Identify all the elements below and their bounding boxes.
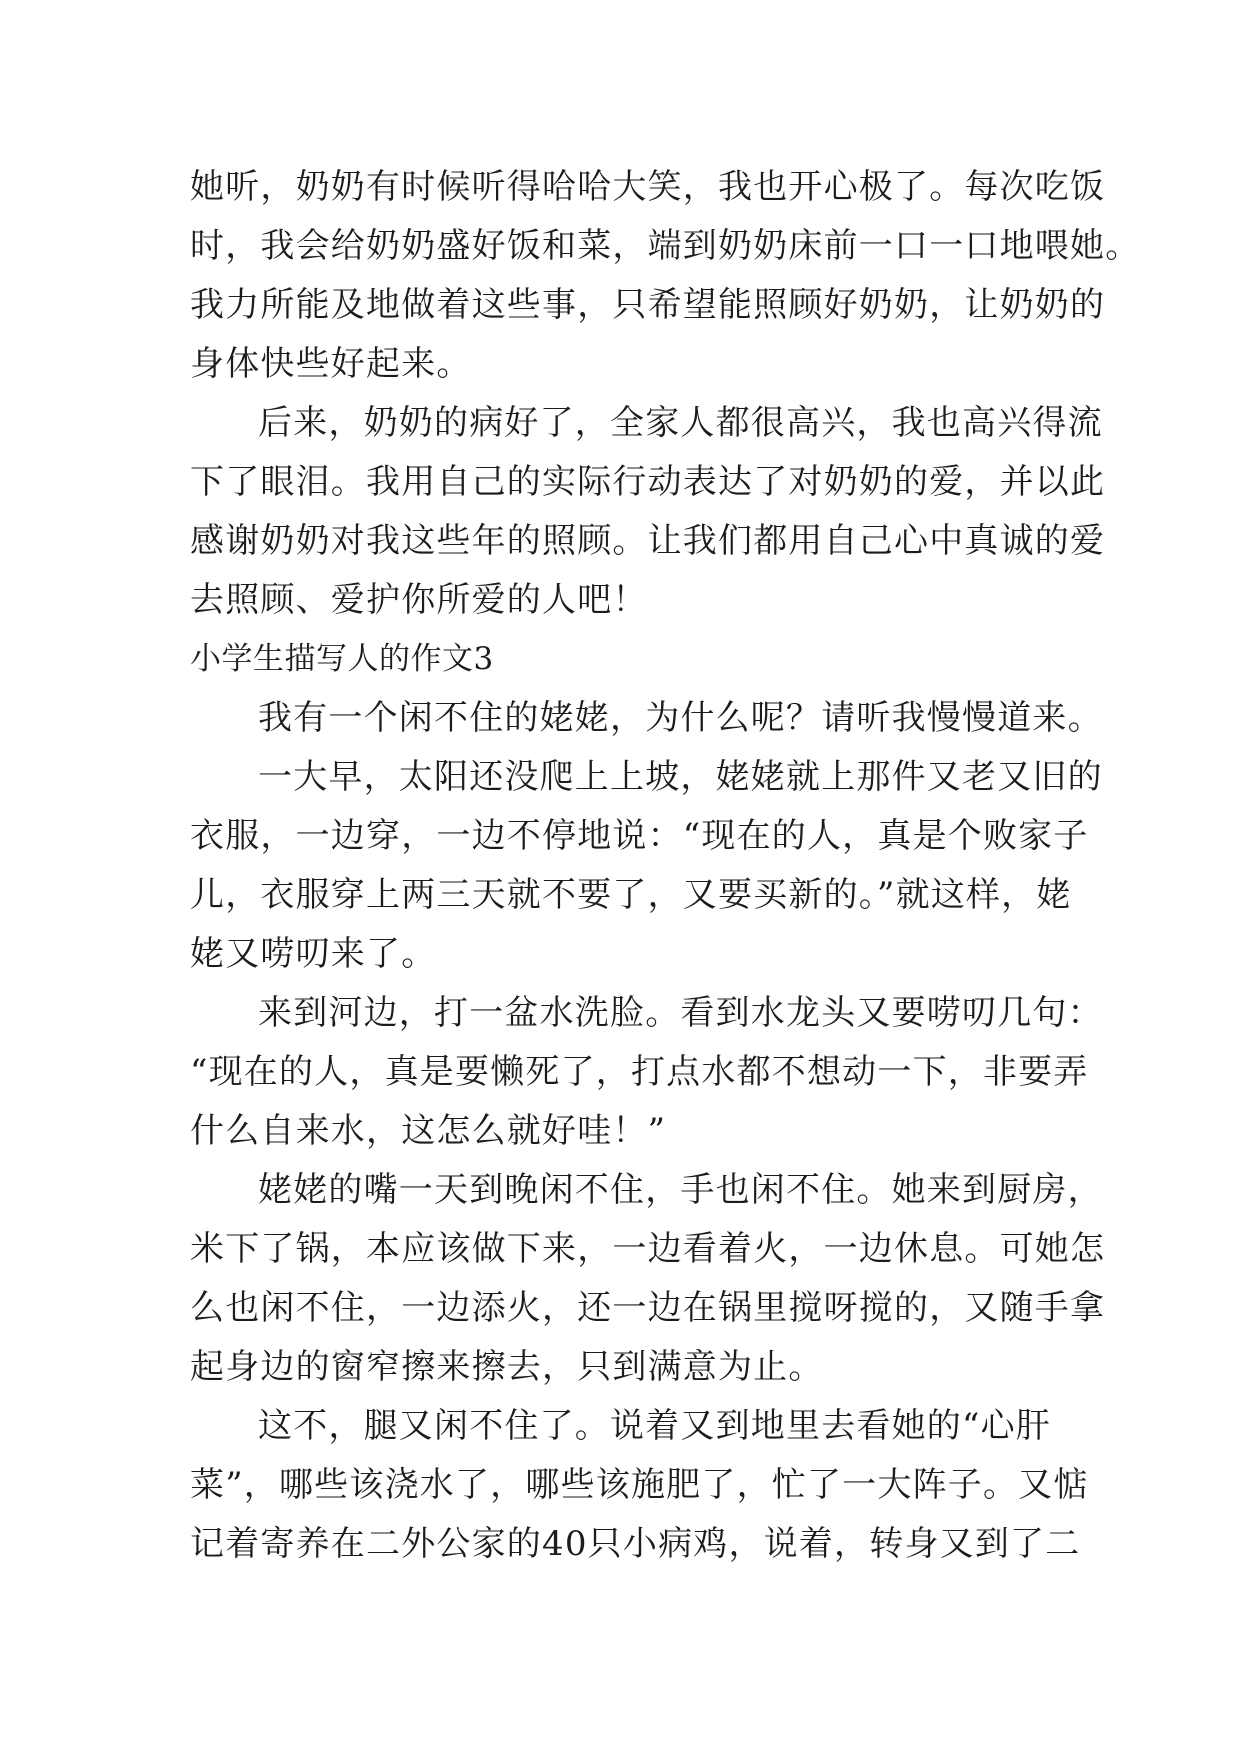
text-line: 一大早，太阳还没爬上上坡，姥姥就上那件又老又旧的 [258, 757, 1103, 797]
text-line: 去照顾、爱护你所爱的人吧！ [190, 580, 648, 620]
text-line: 她听，奶奶有时候听得哈哈大笑，我也开心极了。每次吃饭 [190, 167, 1106, 207]
text-line: 么也闲不住，一边添火，还一边在锅里搅呀搅的，又随手拿 [190, 1288, 1106, 1328]
text-line: 我有一个闲不住的姥姥，为什么呢？请听我慢慢道来。 [258, 698, 1103, 738]
text-line: 这不，腿又闲不住了。说着又到地里去看她的“心肝 [258, 1406, 1051, 1446]
text-line: 姥又唠叨来了。 [190, 934, 437, 974]
text-line: 什么自来水，这怎么就好哇！” [190, 1111, 667, 1151]
text-line: 米下了锅，本应该做下来，一边看着火，一边休息。可她怎 [190, 1229, 1106, 1269]
text-line: 时，我会给奶奶盛好饭和菜，端到奶奶床前一口一口地喂她。 [190, 226, 1141, 266]
section-heading: 小学生描写人的作文3 [190, 641, 494, 677]
text-line: 姥姥的嘴一天到晚闲不住，手也闲不住。她来到厨房， [258, 1170, 1103, 1210]
text-line: 菜”，哪些该浇水了，哪些该施肥了，忙了一大阵子。又惦 [190, 1465, 1089, 1505]
text-line: 我力所能及地做着这些事，只希望能照顾好奶奶，让奶奶的 [190, 285, 1106, 325]
text-line: “现在的人，真是要懒死了，打点水都不想动一下，非要弄 [190, 1052, 1089, 1092]
text-line: 起身边的窗窄擦来擦去，只到满意为止。 [190, 1347, 824, 1387]
text-line: 后来，奶奶的病好了，全家人都很高兴，我也高兴得流 [258, 403, 1103, 443]
text-line: 来到河边，打一盆水洗脸。看到水龙头又要唠叨几句： [258, 993, 1103, 1033]
text-line: 感谢奶奶对我这些年的照顾。让我们都用自己心中真诚的爱 [190, 521, 1106, 561]
text-line: 衣服，一边穿，一边不停地说：“现在的人，真是个败家子 [190, 816, 1089, 856]
document-body [190, 158, 1141, 1574]
text-line: 下了眼泪。我用自己的实际行动表达了对奶奶的爱，并以此 [190, 462, 1106, 502]
text-line: 身体快些好起来。 [190, 344, 472, 384]
text-line: 记着寄养在二外公家的40只小病鸡，说着，转身又到了二 [190, 1524, 1081, 1564]
text-line: 儿，衣服穿上两三天就不要了，又要买新的。”就这样，姥 [190, 875, 1072, 915]
